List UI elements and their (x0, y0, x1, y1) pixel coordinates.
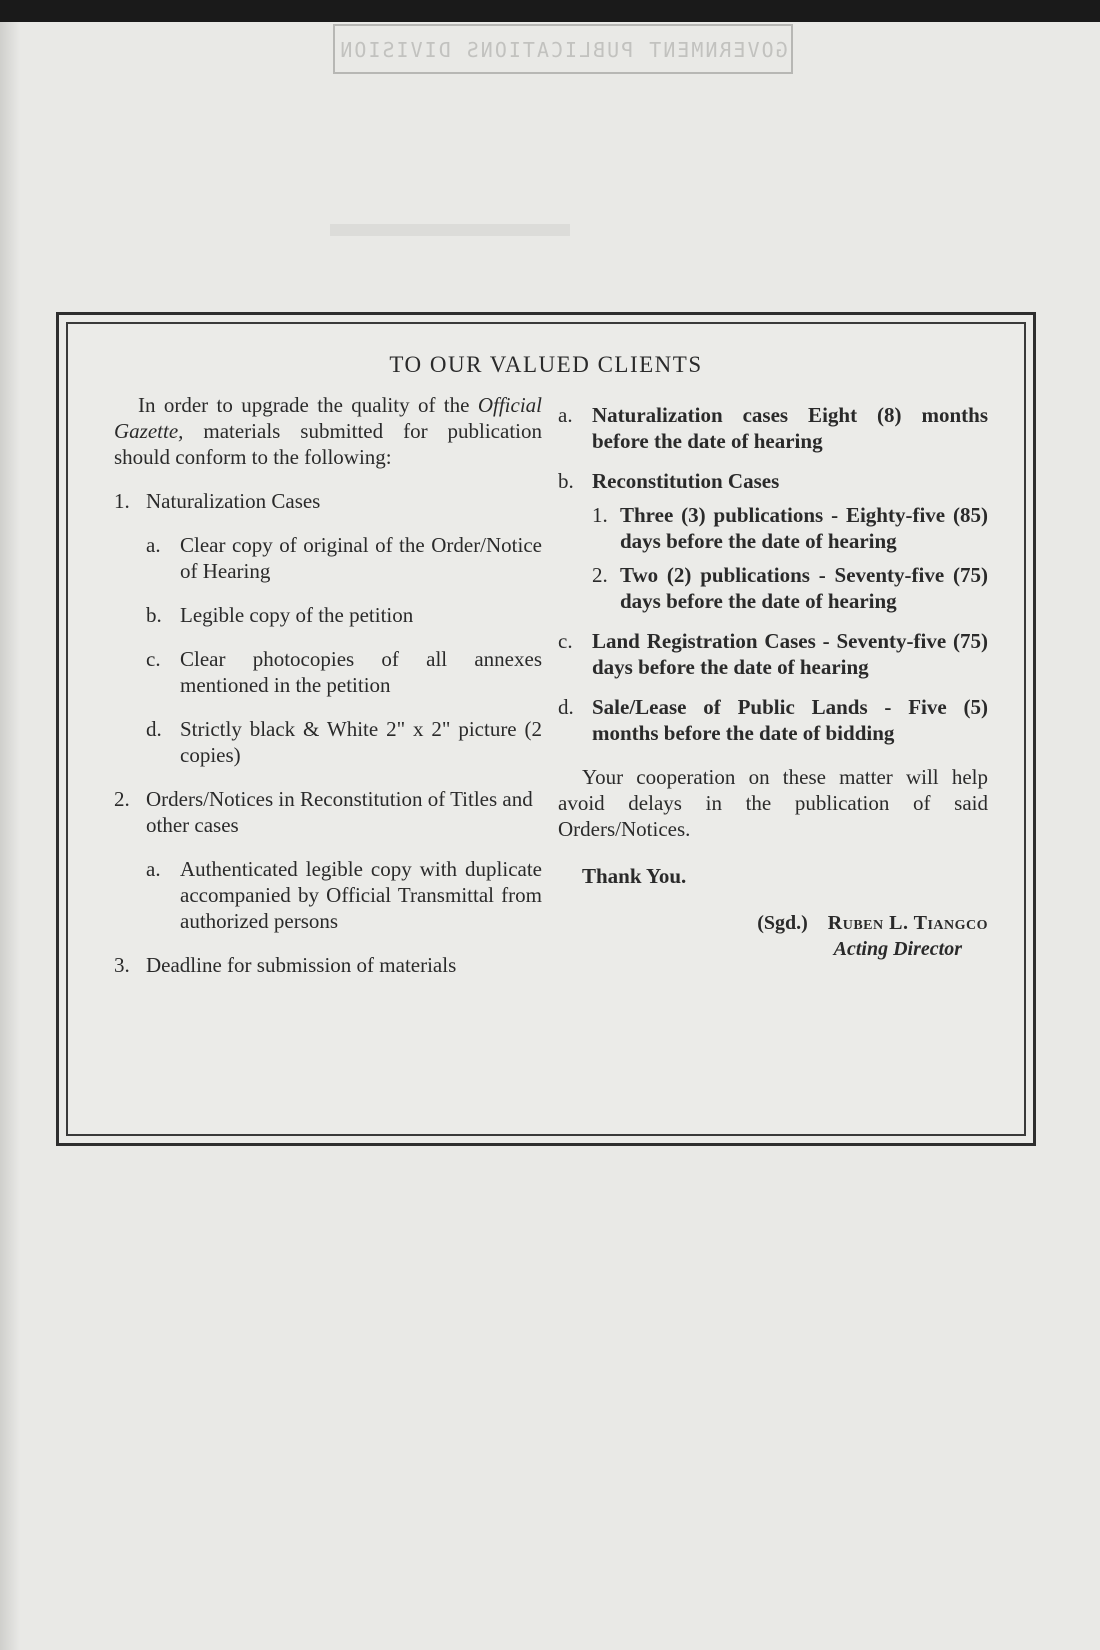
deadline-text: Naturalization cases Eight (8) months before the date of hearing (592, 403, 988, 453)
page-edge-shadow (0, 22, 20, 1650)
deadline-land-registration (558, 628, 988, 680)
left-column (114, 392, 542, 978)
section-3-text: Deadline for submission of materials (146, 953, 457, 977)
document-page (0, 22, 1100, 1650)
item-text: Authenticated legible copy with duplicate accompanied by Official Transmittal from authorized persons (180, 857, 542, 933)
intro-pre: In order to upgrade the quality of the (138, 393, 478, 417)
section-1-text: Naturalization Cases (146, 489, 321, 513)
section-1-item (114, 602, 542, 628)
deadline-text: Sale/Lease of Public Lands - Five (5) months before the date of bidding (592, 695, 988, 745)
item-text: Three (3) publications - Eighty-five (85) days before the date of hearing (620, 503, 988, 553)
section-3 (114, 952, 542, 978)
notice-box-inner-border (66, 322, 1026, 1136)
item-label: b. (146, 603, 162, 627)
item-text: Clear copy of original of the Order/Notice of Hearing (180, 533, 542, 583)
intro-gazette-name: Official Gazette, (114, 393, 542, 443)
notice-title: TO OUR VALUED CLIENTS (389, 352, 703, 377)
signature-sgd: (Sgd.) (757, 912, 808, 934)
bleed-through-heading: ▬▬▬▬▬▬ (330, 200, 570, 245)
item-label: a. (146, 533, 161, 557)
section-1-item (114, 716, 542, 768)
section-1-label: 1. (114, 489, 130, 513)
section-1 (114, 488, 542, 514)
item-text: Legible copy of the petition (180, 603, 414, 627)
item-label: 2. (592, 563, 608, 587)
intro-paragraph (114, 392, 542, 470)
section-1-item (114, 532, 542, 584)
signature-block (558, 910, 988, 962)
section-2-item (114, 856, 542, 934)
reconstitution-item (558, 562, 988, 614)
deadline-reconstitution (558, 468, 988, 494)
division-stamp: GOVERNMENT PUBLICATIONS DIVISION (333, 24, 793, 74)
deadline-label: b. (558, 469, 574, 493)
section-1-item (114, 646, 542, 698)
deadline-text: Land Registration Cases - Seventy-five (75) days before the date of hearing (592, 629, 988, 679)
deadline-naturalization (558, 402, 988, 454)
section-2 (114, 786, 542, 838)
signature-name: Ruben L. Tiangco (827, 912, 988, 934)
reconstitution-item (558, 502, 988, 554)
item-label: a. (146, 857, 161, 881)
item-label: d. (146, 717, 162, 741)
deadline-public-lands (558, 694, 988, 746)
deadline-text: Reconstitution Cases (592, 469, 780, 493)
item-label: 1. (592, 503, 608, 527)
signature-line (558, 910, 988, 936)
item-text: Clear photocopies of all annexes mentioned in the petition (180, 647, 542, 697)
signature-title: Acting Director (833, 938, 962, 960)
section-3-label: 3. (114, 953, 130, 977)
section-2-label: 2. (114, 787, 130, 811)
section-2-text: Orders/Notices in Reconstitution of Titles and other cases (146, 787, 533, 837)
item-text: Two (2) publications - Seventy-five (75) days before the date of hearing (620, 563, 988, 613)
right-column (558, 402, 988, 962)
item-text: Strictly black & White 2" x 2" picture (2 copies) (180, 717, 542, 767)
thanks-line: Thank You. (582, 864, 687, 888)
deadline-label: d. (558, 695, 574, 719)
deadline-label: a. (558, 403, 573, 427)
item-label: c. (146, 647, 161, 671)
notice-box (56, 312, 1036, 1146)
deadline-label: c. (558, 629, 573, 653)
intro-post: materials submitted for publication should conform to the following: (114, 419, 542, 469)
closing-paragraph: Your cooperation on these matter will help avoid delays in the publication of said Orders/Notices. (558, 765, 988, 841)
